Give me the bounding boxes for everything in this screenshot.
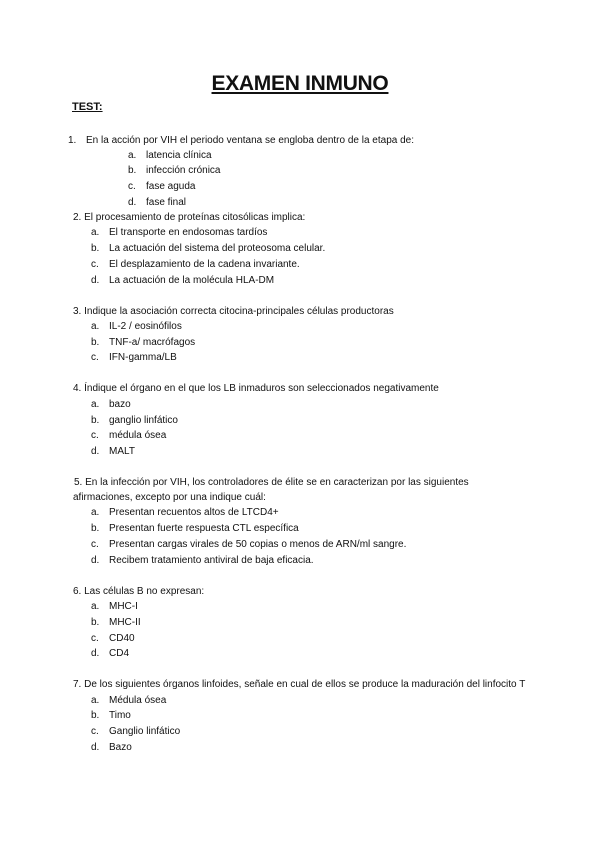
option-letter: c. xyxy=(91,726,99,737)
option-letter: b. xyxy=(91,415,100,426)
option-letter: a. xyxy=(91,507,100,518)
option-text: médula ósea xyxy=(109,430,167,441)
option-letter: b. xyxy=(91,710,100,721)
q6-option-a xyxy=(91,599,138,614)
q7-option-b xyxy=(91,708,131,723)
q6-option-b xyxy=(91,615,141,630)
q7-option-a xyxy=(91,693,166,708)
option-text: Presentan recuentos altos de LTCD4+ xyxy=(109,507,279,518)
q2-option-a xyxy=(91,225,267,240)
option-text: El desplazamiento de la cadena invariante. xyxy=(109,259,300,270)
option-letter: a. xyxy=(91,321,100,332)
q1-option-b xyxy=(128,163,220,178)
option-text: Presentan cargas virales de 50 copias o menos de ARN/ml sangre. xyxy=(109,539,407,550)
option-letter: d. xyxy=(91,555,100,566)
option-letter: b. xyxy=(91,337,100,348)
option-letter: d. xyxy=(91,648,100,659)
option-letter: b. xyxy=(128,165,137,176)
q4-option-c xyxy=(91,428,166,443)
option-letter: c. xyxy=(91,539,99,550)
option-text: Ganglio linfático xyxy=(109,726,181,737)
q1-option-d xyxy=(128,195,186,210)
option-text: TNF-a/ macrófagos xyxy=(109,337,196,348)
q1-option-c xyxy=(128,179,196,194)
option-text: bazo xyxy=(109,399,131,410)
option-text: IL-2 / eosinófilos xyxy=(109,321,182,332)
option-text: IFN-gamma/LB xyxy=(109,352,177,363)
option-letter: b. xyxy=(91,243,100,254)
option-text: CD4 xyxy=(109,648,130,659)
option-text: infección crónica xyxy=(146,165,221,176)
option-letter: b. xyxy=(91,523,100,534)
q4-option-a xyxy=(91,397,131,412)
question-2: 2. El procesamiento de proteínas citosólicas implica: xyxy=(73,212,306,223)
option-text: Timo xyxy=(109,710,131,721)
q5-option-c xyxy=(91,537,406,552)
option-letter: c. xyxy=(128,181,136,192)
question-3: 3. Indique la asociación correcta citocina-principales células productoras xyxy=(73,306,394,317)
q2-option-b xyxy=(91,241,325,256)
option-text: La actuación de la molécula HLA-DM xyxy=(109,275,275,286)
option-letter: d. xyxy=(91,275,100,286)
option-text: MHC-II xyxy=(109,617,141,628)
option-letter: c. xyxy=(91,430,99,441)
option-text: La actuación del sistema del proteosoma celular. xyxy=(109,243,326,254)
option-text: El transporte en endosomas tardíos xyxy=(109,227,268,238)
question-7: 7. De los siguientes órganos linfoides, señale en cual de ellos se produce la maduración del linfocito T xyxy=(73,679,526,690)
question-text: En la acción por VIH el periodo ventana se engloba dentro de la etapa de: xyxy=(86,135,415,146)
q3-option-c xyxy=(91,350,177,365)
q2-option-d xyxy=(91,273,274,288)
option-text: Bazo xyxy=(109,742,132,753)
option-letter: b. xyxy=(91,617,100,628)
option-letter: a. xyxy=(91,695,100,706)
option-letter: a. xyxy=(91,399,100,410)
option-text: fase aguda xyxy=(146,181,196,192)
question-5-line-2: afirmaciones, excepto por una indique cuál: xyxy=(73,492,266,503)
option-letter: a. xyxy=(91,227,100,238)
question-1 xyxy=(68,133,414,148)
option-text: Presentan fuerte respuesta CTL específica xyxy=(109,523,299,534)
q3-option-b xyxy=(91,335,195,350)
option-letter: d. xyxy=(91,742,100,753)
q5-option-d xyxy=(91,553,314,568)
q2-option-c xyxy=(91,257,300,272)
section-heading: TEST: xyxy=(72,101,103,113)
option-text: Médula ósea xyxy=(109,695,167,706)
option-letter: a. xyxy=(128,150,137,161)
q6-option-c xyxy=(91,631,135,646)
option-letter: c. xyxy=(91,259,99,270)
option-letter: d. xyxy=(128,197,137,208)
q4-option-b xyxy=(91,413,178,428)
option-text: latencia clínica xyxy=(146,150,212,161)
q5-option-b xyxy=(91,521,299,536)
q4-option-d xyxy=(91,444,135,459)
q7-option-d xyxy=(91,740,132,755)
option-text: MALT xyxy=(109,446,135,457)
option-text: MHC-I xyxy=(109,601,138,612)
question-4: 4. Índique el órgano en el que los LB inmaduros son seleccionados negativamente xyxy=(73,383,439,394)
option-text: Recibem tratamiento antiviral de baja eficacia. xyxy=(109,555,314,566)
option-letter: d. xyxy=(91,446,100,457)
option-letter: c. xyxy=(91,352,99,363)
option-text: CD40 xyxy=(109,633,135,644)
option-letter: a. xyxy=(91,601,100,612)
option-letter: c. xyxy=(91,633,99,644)
question-6: 6. Las células B no expresan: xyxy=(73,586,205,597)
option-text: ganglio linfático xyxy=(109,415,178,426)
q5-option-a xyxy=(91,505,279,520)
q7-option-c xyxy=(91,724,180,739)
question-number: 1. xyxy=(68,135,77,146)
option-text: fase final xyxy=(146,197,187,208)
q3-option-a xyxy=(91,319,182,334)
q6-option-d xyxy=(91,646,129,661)
q1-option-a xyxy=(128,148,212,163)
page-title: EXAMEN INMUNO xyxy=(211,72,389,95)
question-5-line-1: 5. En la infección por VIH, los controladores de élite se en caracterizan por las siguientes xyxy=(74,477,469,488)
